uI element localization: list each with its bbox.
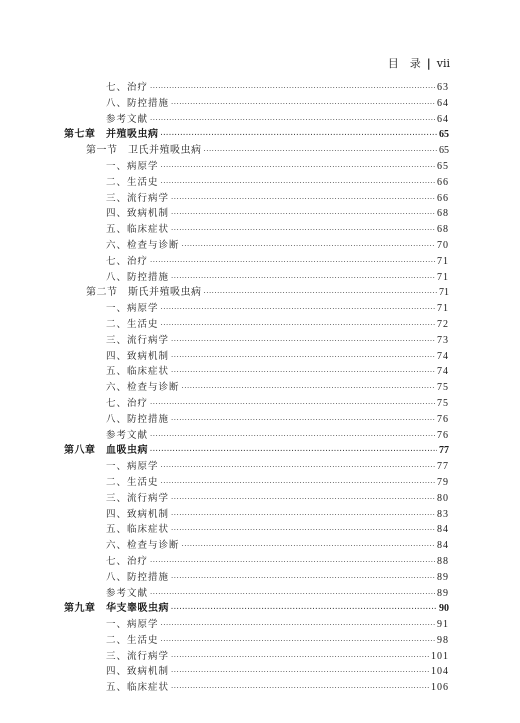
toc-entry-label: 一、病原学 <box>106 619 159 631</box>
toc-entry-label: 三、流行病学 <box>106 492 170 504</box>
toc-entry-label: 第二节 斯氏并殖吸虫病 <box>86 287 202 299</box>
leader-dots <box>171 223 435 239</box>
leader-dots <box>171 681 429 697</box>
toc-entry-item <box>64 617 449 633</box>
leader-dots <box>171 650 429 666</box>
toc-entry-page: 64 <box>437 113 449 125</box>
toc-entry-page: 84 <box>437 540 449 552</box>
toc-entry-page: 89 <box>437 571 449 583</box>
toc-entry-page: 88 <box>437 555 449 567</box>
toc-entry-ref <box>64 112 449 128</box>
toc-entry-page: 83 <box>437 508 449 520</box>
leader-dots <box>171 97 435 113</box>
toc-entry-label: 七、治疗 <box>106 397 149 409</box>
toc-entry-page: 75 <box>437 382 449 394</box>
toc-entry-label: 第八章 血吸虫病 <box>64 445 148 457</box>
toc-entry-label: 四、致病机制 <box>106 666 170 678</box>
toc-entry-page: 76 <box>437 413 449 425</box>
leader-dots <box>150 555 435 571</box>
toc-entry-item <box>64 364 449 380</box>
toc-entry-label: 一、病原学 <box>106 160 159 172</box>
toc-entry-page: 71 <box>437 271 449 283</box>
toc-entry-page: 72 <box>437 318 449 330</box>
header-title: 目 录 <box>387 57 421 70</box>
toc-entry-page: 106 <box>431 682 449 694</box>
leader-dots <box>161 302 435 318</box>
leader-dots <box>171 192 435 208</box>
toc-entry-label: 参考文献 <box>106 587 149 599</box>
toc-entry-label: 二、生活史 <box>106 634 159 646</box>
leader-dots <box>161 476 435 492</box>
leader-dots <box>161 318 435 334</box>
toc-entry-item <box>64 349 449 365</box>
toc-entry-label: 三、流行病学 <box>106 334 170 346</box>
toc-entry-item <box>64 270 449 286</box>
leader-dots <box>161 634 435 650</box>
toc-entry-item <box>64 412 449 428</box>
toc-entry-item <box>64 633 449 649</box>
toc-entry-label: 第九章 华支睾吸虫病 <box>64 603 169 615</box>
leader-dots <box>150 587 435 603</box>
toc-entry-label: 六、检查与诊断 <box>106 540 180 552</box>
toc-entry-label: 五、临床症状 <box>106 366 170 378</box>
leader-dots <box>171 602 437 618</box>
toc-entry-page: 75 <box>437 397 449 409</box>
running-header <box>388 55 450 71</box>
toc-entry-section <box>64 143 449 159</box>
toc-entry-page: 74 <box>437 350 449 362</box>
leader-dots <box>161 618 435 634</box>
leader-dots <box>171 492 435 508</box>
toc-entry-label: 一、病原学 <box>106 303 159 315</box>
toc-entry-section <box>64 285 449 301</box>
toc-entry-label: 八、防控措施 <box>106 571 170 583</box>
toc-entry-page: 90 <box>439 603 449 615</box>
toc-entry-page: 66 <box>437 192 449 204</box>
toc-entry-item <box>64 664 449 680</box>
toc-entry-label: 八、防控措施 <box>106 413 170 425</box>
toc-entry-ref <box>64 586 449 602</box>
toc-entry-chapter <box>64 443 449 459</box>
table-of-contents <box>64 80 449 696</box>
toc-entry-item <box>64 175 449 191</box>
toc-entry-item <box>64 222 449 238</box>
toc-entry-page: 89 <box>437 587 449 599</box>
toc-entry-item <box>64 649 449 665</box>
toc-entry-page: 66 <box>437 176 449 188</box>
leader-dots <box>182 239 435 255</box>
leader-dots <box>204 286 438 302</box>
toc-entry-page: 76 <box>437 429 449 441</box>
toc-entry-label: 第七章 并殖吸虫病 <box>64 129 159 141</box>
toc-entry-item <box>64 538 449 554</box>
toc-entry-item <box>64 159 449 175</box>
toc-entry-label: 二、生活史 <box>106 176 159 188</box>
toc-entry-page: 77 <box>439 445 449 457</box>
toc-entry-page: 68 <box>437 224 449 236</box>
toc-entry-page: 71 <box>437 303 449 315</box>
leader-dots <box>171 665 429 681</box>
header-separator: | <box>426 56 431 70</box>
toc-entry-label: 四、致病机制 <box>106 208 170 220</box>
toc-entry-page: 104 <box>431 666 449 678</box>
toc-entry-page: 68 <box>437 208 449 220</box>
toc-entry-label: 参考文献 <box>106 429 149 441</box>
toc-entry-item <box>64 459 449 475</box>
toc-entry-item <box>64 680 449 696</box>
leader-dots <box>171 350 435 366</box>
toc-entry-label: 五、临床症状 <box>106 524 170 536</box>
toc-entry-label: 二、生活史 <box>106 318 159 330</box>
toc-entry-page: 91 <box>437 619 449 631</box>
toc-entry-page: 65 <box>439 129 449 141</box>
toc-entry-item <box>64 570 449 586</box>
toc-entry-label: 八、防控措施 <box>106 97 170 109</box>
leader-dots <box>150 444 437 460</box>
toc-entry-label: 四、致病机制 <box>106 350 170 362</box>
leader-dots <box>150 81 435 97</box>
toc-entry-page: 73 <box>437 334 449 346</box>
leader-dots <box>150 255 435 271</box>
toc-entry-item <box>64 301 449 317</box>
toc-entry-item <box>64 80 449 96</box>
toc-entry-label: 三、流行病学 <box>106 192 170 204</box>
leader-dots <box>161 460 435 476</box>
toc-entry-item <box>64 96 449 112</box>
toc-entry-label: 六、检查与诊断 <box>106 239 180 251</box>
toc-entry-label: 五、临床症状 <box>106 682 170 694</box>
toc-entry-page: 70 <box>437 239 449 251</box>
toc-entry-label: 四、致病机制 <box>106 508 170 520</box>
leader-dots <box>171 207 435 223</box>
toc-entry-item <box>64 507 449 523</box>
toc-entry-label: 六、检查与诊断 <box>106 382 180 394</box>
leader-dots <box>182 381 435 397</box>
toc-entry-item <box>64 380 449 396</box>
leader-dots <box>161 160 435 176</box>
toc-entry-page: 71 <box>439 287 449 299</box>
toc-entry-chapter <box>64 127 449 143</box>
toc-entry-page: 65 <box>439 145 449 157</box>
toc-entry-label: 三、流行病学 <box>106 650 170 662</box>
toc-entry-item <box>64 333 449 349</box>
toc-entry-label: 参考文献 <box>106 113 149 125</box>
toc-entry-label: 一、病原学 <box>106 461 159 473</box>
toc-entry-item <box>64 206 449 222</box>
leader-dots <box>171 271 435 287</box>
toc-entry-item <box>64 254 449 270</box>
toc-entry-page: 64 <box>437 97 449 109</box>
toc-entry-page: 79 <box>437 476 449 488</box>
toc-entry-label: 七、治疗 <box>106 82 149 93</box>
toc-entry-label: 七、治疗 <box>106 555 149 567</box>
toc-entry-page: 65 <box>437 160 449 172</box>
leader-dots <box>171 365 435 381</box>
leader-dots <box>150 429 435 445</box>
toc-entry-item <box>64 191 449 207</box>
header-page-number: vii <box>436 56 450 70</box>
toc-entry-page: 98 <box>437 634 449 646</box>
toc-entry-page: 71 <box>437 255 449 267</box>
toc-entry-page: 84 <box>437 524 449 536</box>
toc-entry-item <box>64 554 449 570</box>
leader-dots <box>171 523 435 539</box>
toc-entry-label: 八、防控措施 <box>106 271 170 283</box>
toc-entry-page: 101 <box>431 650 449 662</box>
toc-entry-page: 80 <box>437 492 449 504</box>
leader-dots <box>182 539 435 555</box>
toc-entry-page: 77 <box>437 461 449 473</box>
toc-entry-item <box>64 317 449 333</box>
toc-entry-chapter <box>64 601 449 617</box>
leader-dots <box>204 144 438 160</box>
toc-entry-item <box>64 238 449 254</box>
toc-entry-label: 五、临床症状 <box>106 224 170 236</box>
leader-dots <box>171 508 435 524</box>
leader-dots <box>150 397 435 413</box>
toc-entry-item <box>64 491 449 507</box>
toc-entry-item <box>64 475 449 491</box>
toc-entry-page: 74 <box>437 366 449 378</box>
leader-dots <box>161 128 438 144</box>
toc-entry-label: 七、治疗 <box>106 255 149 267</box>
toc-entry-item <box>64 522 449 538</box>
toc-entry-ref <box>64 428 449 444</box>
toc-entry-item <box>64 396 449 412</box>
leader-dots <box>171 571 435 587</box>
toc-entry-page: 63 <box>437 82 449 93</box>
leader-dots <box>171 334 435 350</box>
leader-dots <box>161 176 435 192</box>
leader-dots <box>150 113 435 129</box>
toc-entry-label: 第一节 卫氏并殖吸虫病 <box>86 145 202 157</box>
toc-entry-label: 二、生活史 <box>106 476 159 488</box>
leader-dots <box>171 413 435 429</box>
